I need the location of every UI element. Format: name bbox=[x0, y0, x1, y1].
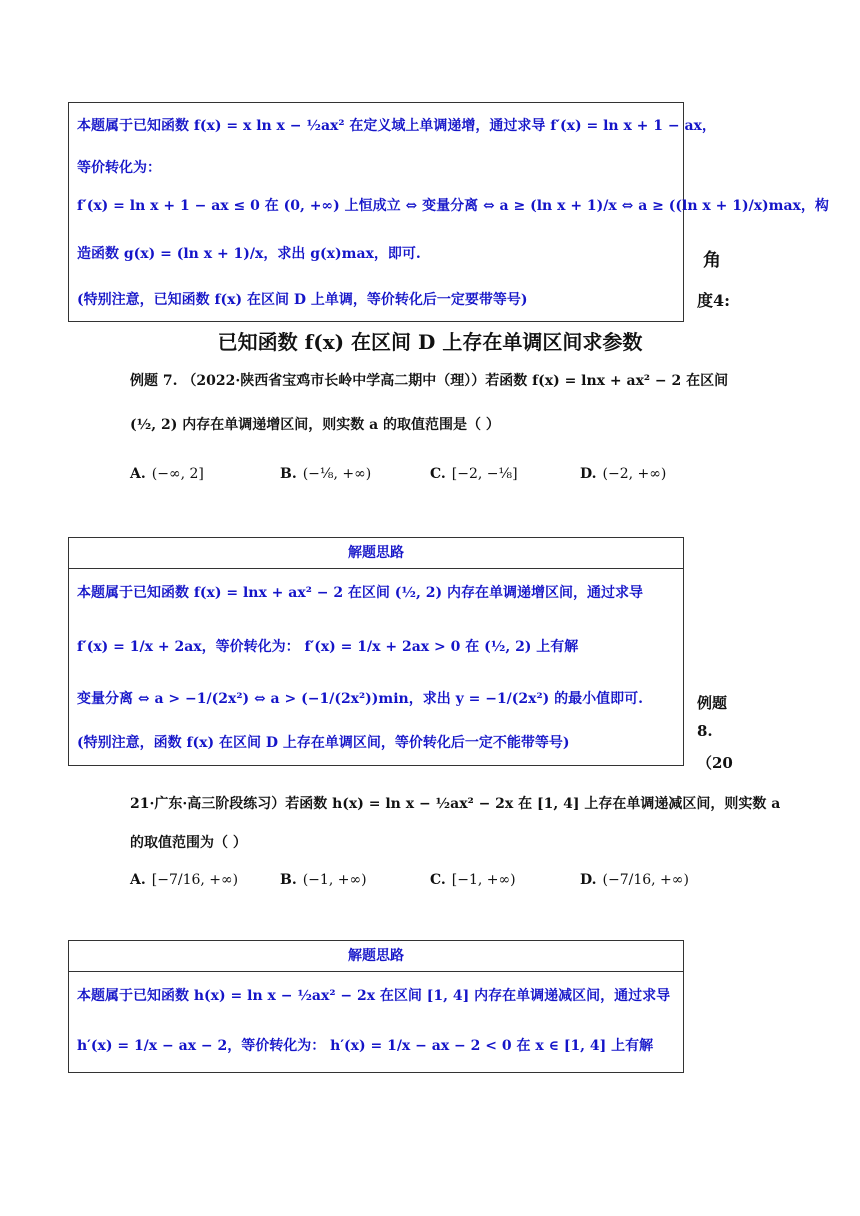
option-letter: B. bbox=[280, 466, 297, 482]
section-title: 已知函数 f(x) 在区间 D 上存在单调区间求参数 bbox=[217, 330, 643, 354]
option-letter: C. bbox=[430, 872, 446, 888]
analysis-note: (特别注意，已知函数 f(x) 在区间 D 上单调，等价转化后一定要带等号) bbox=[77, 292, 528, 308]
option-text: (−2, +∞) bbox=[602, 466, 667, 482]
side-label-example8: 例题 bbox=[697, 694, 728, 712]
analysis-line: 等价转化为： bbox=[77, 160, 161, 176]
box-header: 解题思路 bbox=[69, 941, 683, 972]
option-text: (−∞, 2] bbox=[151, 466, 204, 482]
answer-option bbox=[430, 466, 518, 482]
option-letter: A. bbox=[130, 872, 146, 888]
analysis-line: 造函数 g(x) = (ln x + 1)/x，求出 g(x)max，即可. bbox=[77, 246, 421, 262]
analysis-line: f′(x) = 1/x + 2ax，等价转化为： f′(x) = 1/x + 2ax > 0 在 (½, 2) 上有解 bbox=[77, 639, 579, 655]
answer-option bbox=[280, 872, 367, 888]
option-text: (−⅛, +∞) bbox=[302, 466, 372, 482]
side-label-example8: （20 bbox=[697, 754, 733, 772]
side-label-example8: 8. bbox=[697, 722, 713, 740]
analysis-box-3 bbox=[68, 940, 684, 1073]
option-letter: A. bbox=[130, 466, 146, 482]
question-line: 例题 7. （2022·陕西省宝鸡市长岭中学高二期中（理））若函数 f(x) = lnx + ax² − 2 在区间 bbox=[130, 373, 729, 389]
option-text: (−7/16, +∞) bbox=[602, 872, 689, 888]
box-header: 解题思路 bbox=[69, 538, 683, 569]
analysis-line: 变量分离 ⇔ a > −1/(2x²) ⇔ a > (−1/(2x²))min，求出 y = −1/(2x²) 的最小值即可. bbox=[77, 691, 644, 707]
option-letter: D. bbox=[580, 872, 597, 888]
answer-option bbox=[580, 872, 689, 888]
analysis-note: (特别注意，函数 f(x) 在区间 D 上存在单调区间，等价转化后一定不能带等号) bbox=[77, 735, 570, 751]
question-line: 的取值范围为（ ） bbox=[130, 835, 247, 851]
question-line: (½, 2) 内存在单调递增区间，则实数 a 的取值范围是（ ） bbox=[130, 417, 500, 433]
option-letter: C. bbox=[430, 466, 446, 482]
answer-option bbox=[280, 466, 371, 482]
analysis-line: 本题属于已知函数 f(x) = x ln x − ½ax² 在定义域上单调递增，通过求导 f′(x) = ln x + 1 − ax， bbox=[77, 118, 716, 134]
side-label-angle: 角 bbox=[703, 250, 721, 271]
option-text: [−1, +∞) bbox=[451, 872, 516, 888]
analysis-line: 本题属于已知函数 h(x) = ln x − ½ax² − 2x 在区间 [1, 4] 内存在单调递减区间，通过求导 bbox=[77, 988, 671, 1004]
question-line: 21·广东·高三阶段练习）若函数 h(x) = ln x − ½ax² − 2x 在 [1, 4] 上存在单调递减区间，则实数 a bbox=[130, 796, 781, 812]
option-text: [−7/16, +∞) bbox=[151, 872, 239, 888]
analysis-box-2 bbox=[68, 537, 684, 766]
analysis-line: h′(x) = 1/x − ax − 2，等价转化为： h′(x) = 1/x − ax − 2 < 0 在 x ∈ [1, 4] 上有解 bbox=[77, 1038, 654, 1054]
analysis-line: f′(x) = ln x + 1 − ax ≤ 0 在 (0, +∞) 上恒成立 ⇔ 变量分离 ⇔ a ≥ (ln x + 1)/x ⇔ a ≥ ((ln x + 1)/x)max，构 bbox=[77, 198, 829, 214]
answer-option bbox=[130, 872, 238, 888]
answer-option bbox=[130, 466, 204, 482]
option-letter: D. bbox=[580, 466, 597, 482]
option-text: (−1, +∞) bbox=[302, 872, 367, 888]
option-text: [−2, −⅛] bbox=[451, 466, 518, 482]
option-letter: B. bbox=[280, 872, 297, 888]
side-label-angle: 度4: bbox=[697, 291, 731, 310]
answer-option bbox=[580, 466, 666, 482]
answer-option bbox=[430, 872, 516, 888]
analysis-line: 本题属于已知函数 f(x) = lnx + ax² − 2 在区间 (½, 2) 内存在单调递增区间，通过求导 bbox=[77, 585, 644, 601]
